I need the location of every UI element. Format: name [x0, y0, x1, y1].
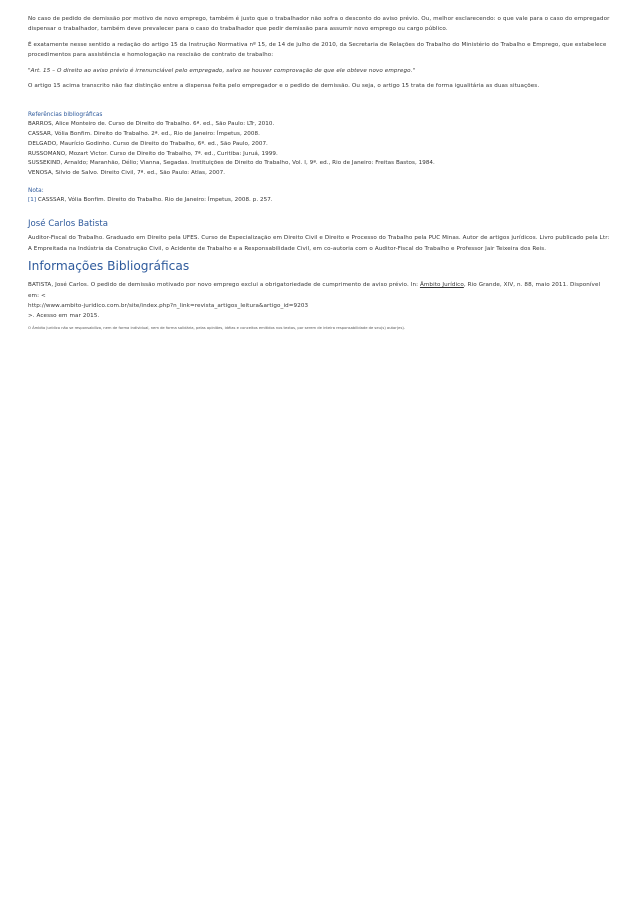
reference-item: DELGADO, Maurício Godinho. Curso de Direito do Trabalho, 6ª. ed., São Paulo, 2007.: [28, 140, 268, 147]
note-section: [28, 186, 610, 206]
reference-item: BARROS, Alice Monteiro de. Curso de Direito do Trabalho. 6ª. ed., São Paulo: LTr, 2010.: [28, 121, 275, 128]
bibliographic-info-section: [28, 258, 610, 331]
article-paragraph-2: É exatamente nesse sentido a redação do artigo 15 da Instrução Normativa nº 15, de 14 de julho de 2010, da Secretaria de Relações do Trabalho do Ministério do Trabalho e Emprego, que estabelece procedimentos para assistência e homologação na rescisão de contrato de trabalho:: [28, 41, 607, 59]
bibliographic-info-title: Informações Bibliográficas: [28, 259, 190, 274]
citation-url-link[interactable]: http://www.ambito-juridico.com.br/site/index.php?n_link=revista_artigos_leitura&artigo_id=9203: [28, 302, 309, 309]
disclaimer: O Âmbito Jurídico não se responsabiliza, nem de forma individual, nem de forma solidária, pelas opiniões, idéias e conceitos emitidos nos textos, por serem de inteira responsabilidade de seu(s) autor(es).: [28, 325, 405, 330]
reference-item: CASSAR, Vólia Bonfim. Direito do Trabalho. 2ª. ed., Rio de Janeiro: Ímpetus, 2008.: [28, 131, 260, 138]
note-heading: Nota:: [28, 187, 44, 194]
author-section: [28, 218, 610, 254]
article-quote: "Art. 15 – O direito ao aviso prévio é irrenunciável pelo empregado, salvo se houver comprovação de que ele obteve novo emprego.": [28, 67, 416, 74]
note-text: CASSSAR, Vólia Bonfim. Direito do Trabalho. Rio de Janeiro: Ímpetus, 2008. p. 257.: [36, 196, 273, 203]
note-entry: [28, 196, 610, 206]
references-section: [28, 110, 610, 178]
reference-item: RUSSOMANO, Mozart Victor. Curso de Direito do Trabalho, 7ª. ed., Curitiba: Juruá, 1999.: [28, 150, 278, 157]
references-heading: Referências bibliográficas: [28, 112, 103, 119]
reference-item: VENOSA, Silvio de Salvo. Direito Civil, 7ª. ed., São Paulo: Atlas, 2007.: [28, 169, 226, 176]
journal-name: Âmbito Jurídico: [419, 282, 464, 289]
article-paragraph-3: O artigo 15 acima transcrito não faz distinção entre a dispensa feita pelo empregador e o pedido de demissão. Ou seja, o artigo 15 trata de forma igualitária as duas situações.: [28, 83, 540, 90]
citation-prefix: BATISTA, José Carlos. O pedido de demissão motivado por novo emprego exclui a obrigatoriedade de cumprimento de aviso prévio. In:: [28, 282, 420, 289]
document-page: [28, 14, 610, 331]
citation: [28, 280, 610, 322]
footnote-link[interactable]: [1]: [28, 196, 37, 203]
citation-suffix: , Rio Grande, XIV, n. 88, maio 2011. Disponível em: <: [28, 282, 601, 299]
reference-item: SUSSEKIND, Arnaldo; Maranhão, Délio; Vianna, Segadas. Instituições de Direito do Trabalho, Vol. I, 9ª. ed., Rio de Janeiro: Freitas Bastos, 1984.: [28, 160, 435, 167]
author-name: José Carlos Batista: [28, 219, 108, 230]
access-date: >. Acesso em mar 2015.: [28, 313, 100, 320]
article-paragraph-1: No caso de pedido de demissão por motivo de novo emprego, também é justo que o trabalhador não sofra o desconto do aviso prévio. Ou, melhor esclarecendo: o que vale para o caso do empregador dispensar o trabalhador, também deve prevalecer para o caso do trabalhador que pedir demissão para assumir novo emprego ou cargo público.: [28, 16, 610, 33]
author-bio: Auditor-Fiscal do Trabalho. Graduado em Direito pela UFES. Curso de Especialização em Direito Civil e Direito e Processo do Trabalho pela PUC Minas. Autor de artigos jurídicos. Livro publicado pela Ltr: A Empreitada na Indústria da Construção Civil, o Acidente de Trabalho e a Responsabilidade Civil, em co-autoria com o Auditor-Fiscal do Trabalho e Professor Jair Teixeira dos Reis.: [28, 235, 610, 252]
